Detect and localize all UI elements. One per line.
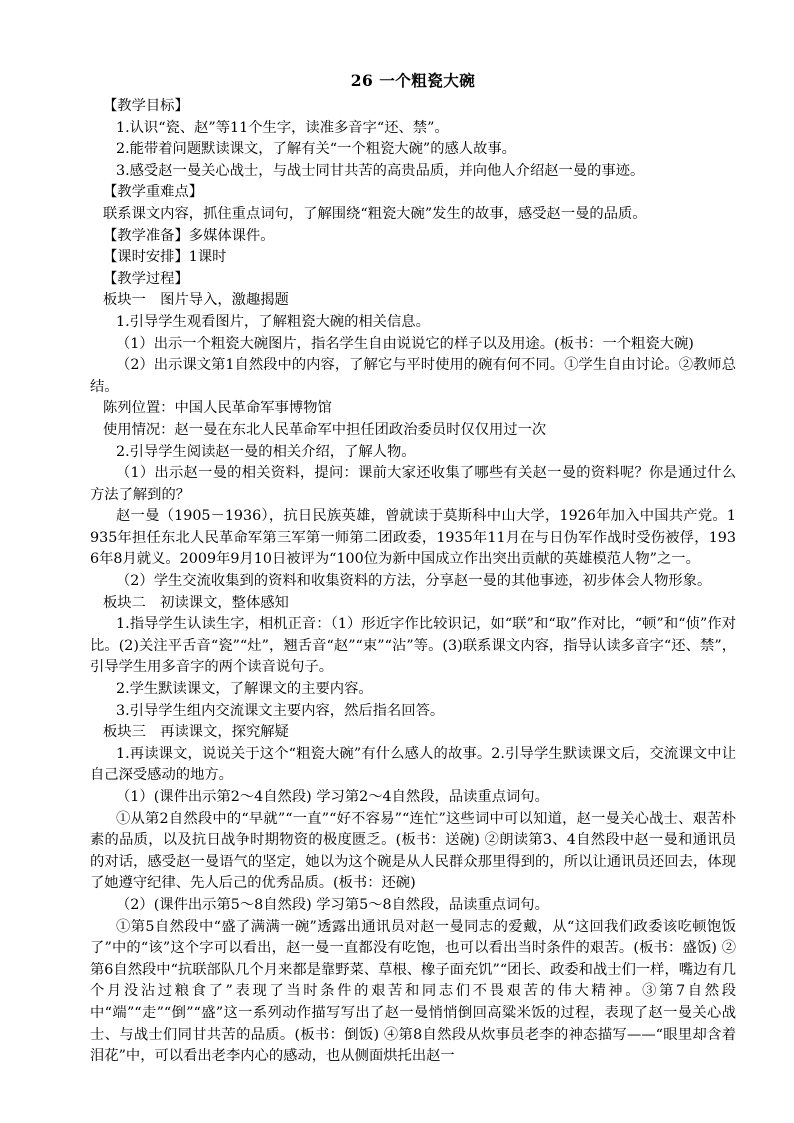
paragraph: 赵一曼（1905－1936），抗日民族英雄，曾就读于莫斯科中山大学，1926年加入中国共产党。1935年担任东北人民革命军第三军第一师第二团政委，1935年11月在与日伪军作战时受伤被俘，1936年8月就义。2009年9月10日被评为“100位为新中国成立作出突出贡献的英雄模范人物”之一。 bbox=[90, 508, 736, 568]
paragraph: （2）学生交流收集到的资料和收集资料的方法，分享赵一曼的其他事迹，初步体会人物形象。 bbox=[116, 573, 712, 590]
paragraph: 2.学生默读课文，了解课文的主要内容。 bbox=[116, 681, 373, 698]
paragraph: 2.引导学生阅读赵一曼的相关介绍，了解人物。 bbox=[116, 443, 416, 460]
paragraph: ①从第2自然段中的“早就”“一直”“好不容易”“连忙”这些词中可以知道，赵一曼关心战士、艰苦朴素的品质，以及抗日战争时期物资的极度匮乏。(板书：送碗) ②朗读第3、4自然段中赵一曼和通讯员的对话，感受赵一曼语气的坚定，她以为这个碗是从人民群众那里得到的，所以让通讯员还回去，体现了她遵守纪律、先人后己的优秀品质。(板书：还碗) bbox=[90, 810, 736, 892]
paragraph: 板块一 图片导入，激趣揭题 bbox=[103, 292, 289, 309]
paragraph: 3.引导学生组内交流课文主要内容，然后指名回答。 bbox=[116, 702, 445, 719]
paragraph: 1.再读课文，说说关于这个“粗瓷大碗”有什么感人的故事。2.引导学生默读课文后，交流课文中让自己深受感动的地方。 bbox=[90, 745, 736, 784]
paragraph: 使用情况：赵一曼在东北人民革命军中担任团政治委员时仅仅用过一次 bbox=[103, 421, 547, 438]
paragraph: 3.感受赵一曼关心战士，与战士同甘共苦的高贵品质，并向他人介绍赵一曼的事迹。 bbox=[116, 162, 645, 179]
paragraph: （1）出示赵一曼的相关资料，提问：课前大家还收集了哪些有关赵一曼的资料呢？你是通过什么方法了解到的？ bbox=[90, 465, 736, 503]
page-title: 26 一个粗瓷大碗 bbox=[350, 71, 476, 90]
paragraph: 板块二 初读课文，整体感知 bbox=[103, 594, 289, 611]
paragraph: 陈列位置：中国人民革命军事博物馆 bbox=[103, 400, 332, 417]
paragraph: 【课时安排】1课时 bbox=[103, 249, 227, 266]
paragraph: （1）(课件出示第2～4自然段) 学习第2～4自然段，品读重点词句。 bbox=[116, 789, 549, 805]
document-body bbox=[90, 96, 736, 1068]
paragraph: 1.指导学生认读生字，相机正音：（1）形近字作比较识记，如“联”和“取”作对比，“顿”和“侦”作对比。(2)关注平舌音“瓷”“灶”，翘舌音“赵”“束”“沾”等。(3)联系课文内容，指导认读多音字“还、禁”，引导学生用多音字的两个读音说句子。 bbox=[90, 616, 736, 676]
document-page bbox=[90, 70, 736, 1068]
paragraph: 2.能带着问题默读课文，了解有关“一个粗瓷大碗”的感人故事。 bbox=[116, 141, 516, 158]
paragraph: （1）出示一个粗瓷大碗图片，指名学生自由说说它的样子以及用途。(板书：一个粗瓷大碗) bbox=[116, 335, 694, 352]
paragraph: 1.认识“瓷、赵”等11个生字，读准多音字“还、禁”。 bbox=[116, 119, 449, 136]
paragraph: ①第5自然段中“盛了满满一碗”透露出通讯员对赵一曼同志的爱戴，从“这回我们政委该吃顿饱饭了”中的“该”这个字可以看出，赵一曼一直都没有吃饱，也可以看出当时条件的艰苦。(板书：盛饭) ②第6自然段中“抗联部队几个月来都是靠野菜、草根、橡子面充饥”“团长、政委和战士们一样，嘴边有几个月没沾过粮食了”表现了当时条件的艰苦和同志们不畏艰苦的伟大精神。③第7自然段中“端”“走”“倒”“盛”这一系列动作描写写出了赵一曼悄悄倒回高粱米饭的过程，表现了赵一曼关心战士、与战士们同甘共苦的品质。(板书：倒饭) ④第8自然段从炊事员老李的神态描写——“眼里却含着泪花”中，可以看出老李内心的感动，也从侧面烘托出赵一 bbox=[90, 918, 736, 1065]
paragraph: 【教学重难点】 bbox=[103, 184, 204, 201]
paragraph: （2）出示课文第1自然段中的内容，了解它与平时使用的碗有何不同。①学生自由讨论。②教师总结。 bbox=[90, 357, 736, 395]
paragraph: 板块三 再读课文，探究解疑 bbox=[103, 724, 289, 741]
paragraph: 【教学目标】 bbox=[103, 98, 189, 114]
paragraph: 联系课文内容，抓住重点词句，了解围绕“粗瓷大碗”发生的故事，感受赵一曼的品质。 bbox=[103, 205, 647, 222]
paragraph: 【教学过程】 bbox=[103, 270, 189, 287]
paragraph: 【教学准备】多媒体课件。 bbox=[103, 227, 275, 244]
paragraph: 1.引导学生观看图片，了解粗瓷大碗的相关信息。 bbox=[116, 313, 430, 330]
paragraph: （2）(课件出示第5～8自然段) 学习第5～8自然段，品读重点词句。 bbox=[116, 896, 549, 913]
